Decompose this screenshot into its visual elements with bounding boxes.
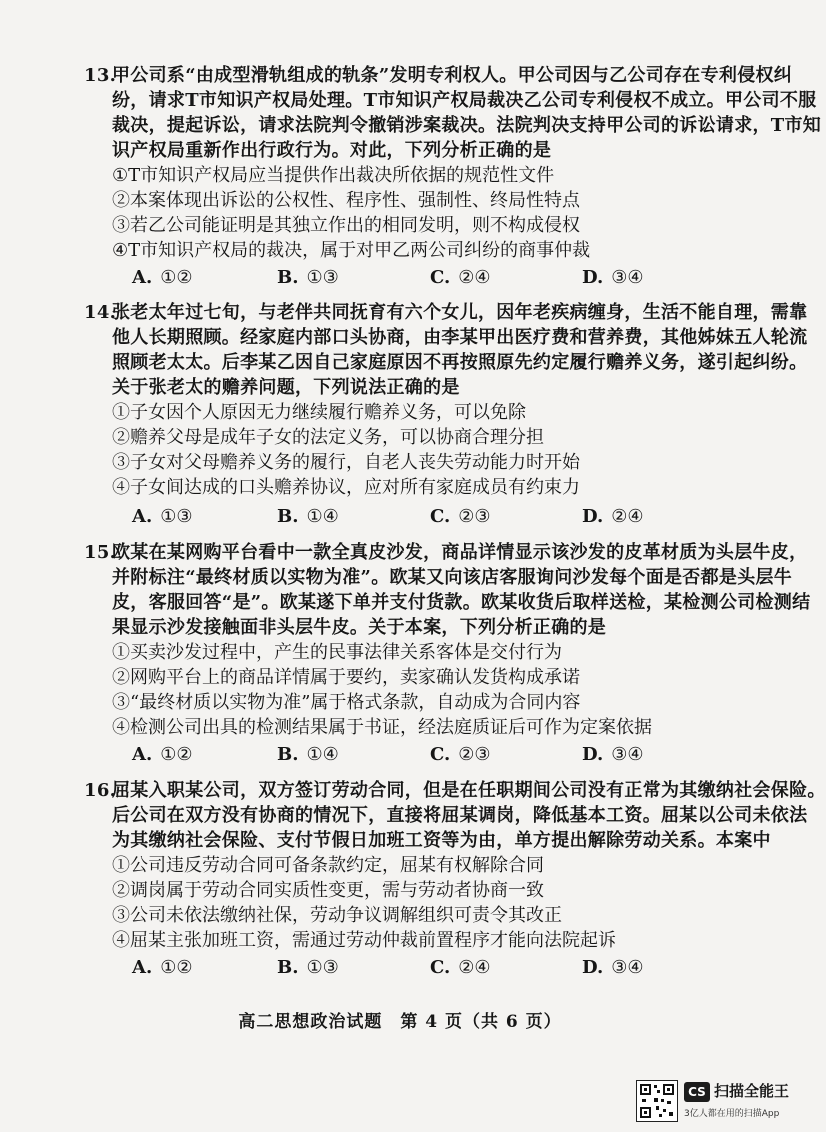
scanner-tagline: 3亿人都在用的扫描App — [684, 1109, 780, 1119]
question-13 — [84, 63, 822, 290]
question-number: 13. — [84, 65, 117, 86]
choice-d: D. ③④ — [582, 957, 644, 978]
choice-d: D. ②④ — [582, 506, 644, 527]
question-16 — [84, 778, 826, 980]
question-15 — [84, 540, 811, 767]
option-statement: ④屈某主张加班工资，需通过劳动仲裁前置程序才能向法院起诉 — [112, 930, 616, 951]
choice-c: C. ②③ — [430, 506, 491, 527]
question-stem-line: 果显示沙发接触面非头层牛皮。关于本案，下列分析正确的是 — [112, 617, 607, 638]
question-stem-line: 14.张老太年过七旬，与老伴共同抚育有六个女儿，因年老疾病缠身，生活不能自理，需靠 — [84, 302, 808, 323]
question-stem-line: 关于张老太的赡养问题，下列说法正确的是 — [112, 377, 460, 398]
answer-choices — [112, 504, 752, 529]
option-statement: ②网购平台上的商品详情属于要约，卖家确认发货构成承诺 — [112, 667, 580, 688]
choice-c: C. ②④ — [430, 957, 491, 978]
option-statement: ①买卖沙发过程中，产生的民事法律关系客体是交付行为 — [112, 642, 562, 663]
choice-a: A. ①② — [132, 957, 193, 978]
question-stem-line: 裁决，提起诉讼，请求法院判令撤销涉案裁决。法院判决支持甲公司的诉讼请求，T市知 — [112, 115, 822, 136]
choice-d: D. ③④ — [582, 744, 644, 765]
option-statement: ②调岗属于劳动合同实质性变更，需与劳动者协商一致 — [112, 880, 544, 901]
question-stem-line: 照顾老太太。后李某乙因自己家庭原因不再按照原先约定履行赡养义务，遂引起纠纷。 — [112, 352, 808, 373]
option-statement: ②本案体现出诉讼的公权性、程序性、强制性、终局性特点 — [112, 190, 580, 211]
question-number: 14. — [84, 302, 117, 323]
question-14 — [84, 300, 808, 529]
choice-b: B. ①④ — [277, 744, 339, 765]
question-stem-line: 并附标注“最终材质以实物为准”。欧某又向该店客服询问沙发每个面是否都是头层牛 — [112, 567, 793, 588]
option-statement: ①T市知识产权局应当提供作出裁决所依据的规范性文件 — [112, 165, 555, 186]
choice-a: A. ①③ — [132, 506, 193, 527]
scanner-brand: 扫描全能王 — [714, 1082, 790, 1100]
question-stem-line: 13.甲公司系“由成型滑轨组成的轨条”发明专利权人。甲公司因与乙公司存在专利侵权纠 — [84, 65, 793, 86]
choice-c: C. ②④ — [430, 267, 491, 288]
question-stem-line: 后公司在双方没有协商的情况下，直接将屈某调岗，降低基本工资。屈某以公司未依法 — [112, 805, 808, 826]
choice-b: B. ①③ — [277, 267, 339, 288]
answer-choices — [112, 265, 752, 290]
option-statement: ④检测公司出具的检测结果属于书证，经法庭质证后可作为定案依据 — [112, 717, 652, 738]
answer-choices — [112, 955, 752, 980]
page-footer: 高二思想政治试题 第 4 页（共 6 页） — [238, 1012, 562, 1032]
choice-b: B. ①③ — [277, 957, 339, 978]
camscanner-logo: CS — [684, 1082, 710, 1102]
question-number: 16. — [84, 780, 117, 801]
choice-a: A. ①② — [132, 744, 193, 765]
option-statement: ①子女因个人原因无力继续履行赡养义务，可以免除 — [112, 402, 526, 423]
answer-choices — [112, 742, 752, 767]
question-stem-line: 纷，请求T市知识产权局处理。T市知识产权局裁决乙公司专利侵权不成立。甲公司不服 — [112, 90, 817, 111]
option-statement: ③若乙公司能证明是其独立作出的相同发明，则不构成侵权 — [112, 215, 580, 236]
scanner-watermark — [636, 1080, 796, 1124]
question-stem-line: 15.欧某在某网购平台看中一款全真皮沙发，商品详情显示该沙发的皮革材质为头层牛皮， — [84, 542, 808, 563]
question-stem-line: 识产权局重新作出行政行为。对此，下列分析正确的是 — [112, 140, 552, 161]
option-statement: ③子女对父母赡养义务的履行，自老人丧失劳动能力时开始 — [112, 452, 580, 473]
choice-b: B. ①④ — [277, 506, 339, 527]
option-statement: ④子女间达成的口头赡养协议，应对所有家庭成员有约束力 — [112, 477, 580, 498]
choice-a: A. ①② — [132, 267, 193, 288]
choice-d: D. ③④ — [582, 267, 644, 288]
option-statement: ④T市知识产权局的裁决，属于对甲乙两公司纠纷的商事仲裁 — [112, 240, 591, 261]
choice-c: C. ②③ — [430, 744, 491, 765]
question-stem-line: 皮，客服回答“是”。欧某遂下单并支付货款。欧某收货后取样送检，某检测公司检测结 — [112, 592, 811, 613]
question-number: 15. — [84, 542, 117, 563]
option-statement: ②赡养父母是成年子女的法定义务，可以协商合理分担 — [112, 427, 544, 448]
qr-code-icon — [636, 1080, 678, 1122]
question-stem-line: 他人长期照顾。经家庭内部口头协商，由李某甲出医疗费和营养费，其他姊妹五人轮流 — [112, 327, 808, 348]
option-statement: ③“最终材质以实物为准”属于格式条款，自动成为合同内容 — [112, 692, 581, 713]
question-stem-line: 为其缴纳社会保险、支付节假日加班工资等为由，单方提出解除劳动关系。本案中 — [112, 830, 771, 851]
question-stem-line: 16.屈某入职某公司，双方签订劳动合同，但是在任职期间公司没有正常为其缴纳社会保险。 — [84, 780, 826, 801]
option-statement: ①公司违反劳动合同可备条款约定，屈某有权解除合同 — [112, 855, 544, 876]
option-statement: ③公司未依法缴纳社保，劳动争议调解组织可责令其改正 — [112, 905, 562, 926]
